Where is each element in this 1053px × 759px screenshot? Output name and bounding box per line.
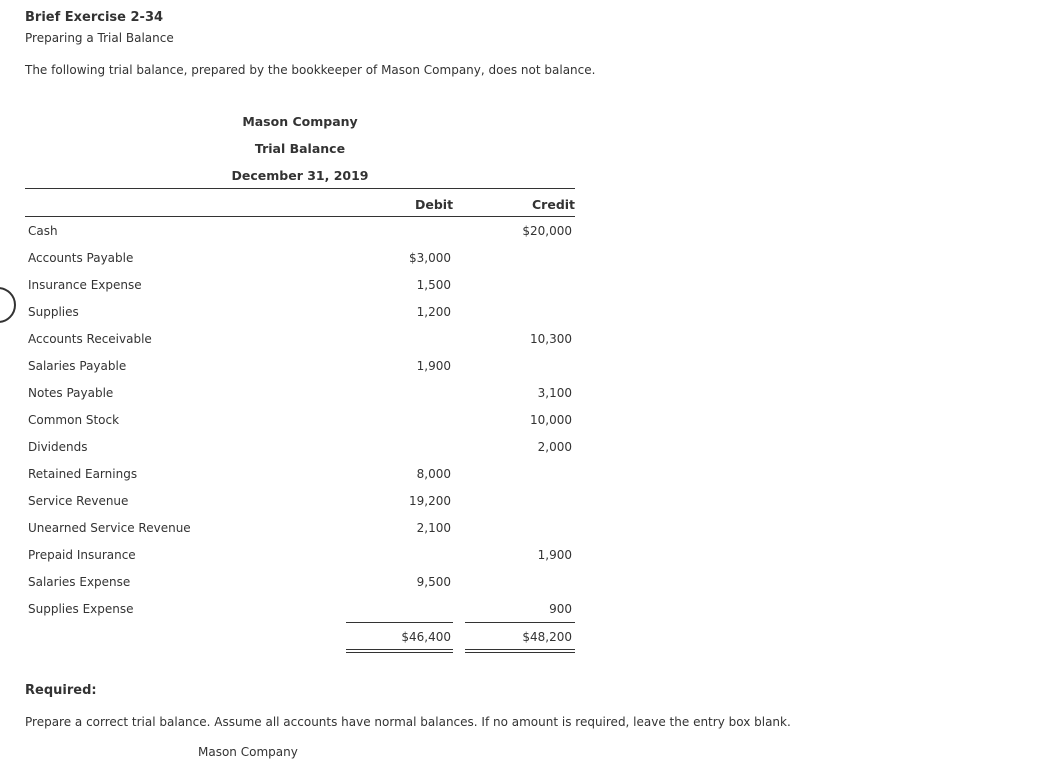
account-name: Accounts Receivable <box>28 332 152 346</box>
trial-balance-company: Mason Company <box>242 114 358 129</box>
trial-balance-date: December 31, 2019 <box>231 168 369 183</box>
required-text: Prepare a correct trial balance. Assume all accounts have normal balances. If no amount is required, leave the entry box blank. <box>25 715 791 729</box>
table-top-rule <box>25 188 575 189</box>
credit-amount: 900 <box>549 602 572 616</box>
debit-column-header: Debit <box>415 197 454 212</box>
table-row <box>25 298 575 325</box>
account-name: Service Revenue <box>28 494 129 508</box>
circle-marker-icon <box>0 287 16 323</box>
account-name: Supplies <box>28 305 79 319</box>
debit-double-rule <box>346 649 453 653</box>
exercise-title: Brief Exercise 2-34 <box>25 10 164 25</box>
table-row <box>25 595 575 622</box>
table-row <box>25 217 575 244</box>
account-name: Cash <box>28 224 58 238</box>
account-name: Supplies Expense <box>28 602 134 616</box>
debit-amount: 2,100 <box>416 521 451 535</box>
table-row <box>25 460 575 487</box>
debit-amount: 8,000 <box>416 467 451 481</box>
table-row <box>25 271 575 298</box>
debit-amount: $3,000 <box>409 251 451 265</box>
account-name: Insurance Expense <box>28 278 142 292</box>
account-name: Retained Earnings <box>28 467 138 481</box>
credit-total: $48,200 <box>522 630 572 644</box>
table-row <box>25 487 575 514</box>
debit-amount: 1,500 <box>416 278 451 292</box>
credit-amount: 10,300 <box>530 332 572 346</box>
account-name: Common Stock <box>28 413 120 427</box>
table-row <box>25 406 575 433</box>
table-row <box>25 352 575 379</box>
credit-amount: 10,000 <box>530 413 572 427</box>
debit-amount: 9,500 <box>416 575 451 589</box>
credit-amount: 1,900 <box>537 548 572 562</box>
credit-amount: 3,100 <box>537 386 572 400</box>
debit-total: $46,400 <box>401 630 451 644</box>
credit-total-rule <box>465 622 575 623</box>
account-name: Unearned Service Revenue <box>28 521 191 535</box>
footer-company: Mason Company <box>198 745 298 759</box>
debit-total-rule <box>346 622 453 623</box>
table-row <box>25 514 575 541</box>
debit-amount: 1,900 <box>416 359 451 373</box>
credit-column-header: Credit <box>532 197 576 212</box>
table-row <box>25 433 575 460</box>
table-row <box>25 568 575 595</box>
credit-double-rule <box>465 649 575 653</box>
exercise-subtitle: Preparing a Trial Balance <box>25 31 174 45</box>
table-row <box>25 541 575 568</box>
table-row <box>25 379 575 406</box>
trial-balance-title: Trial Balance <box>254 141 346 156</box>
credit-amount: 2,000 <box>537 440 572 454</box>
account-name: Salaries Payable <box>28 359 127 373</box>
debit-amount: 1,200 <box>416 305 451 319</box>
credit-amount: $20,000 <box>522 224 572 238</box>
required-label: Required: <box>25 683 97 698</box>
account-name: Notes Payable <box>28 386 114 400</box>
account-name: Dividends <box>28 440 88 454</box>
table-row <box>25 325 575 352</box>
trial-balance-rows <box>25 217 575 622</box>
debit-amount: 19,200 <box>409 494 451 508</box>
account-name: Prepaid Insurance <box>28 548 136 562</box>
exercise-intro: The following trial balance, prepared by the bookkeeper of Mason Company, does not balance. <box>25 63 596 77</box>
account-name: Salaries Expense <box>28 575 131 589</box>
table-row <box>25 244 575 271</box>
account-name: Accounts Payable <box>28 251 134 265</box>
